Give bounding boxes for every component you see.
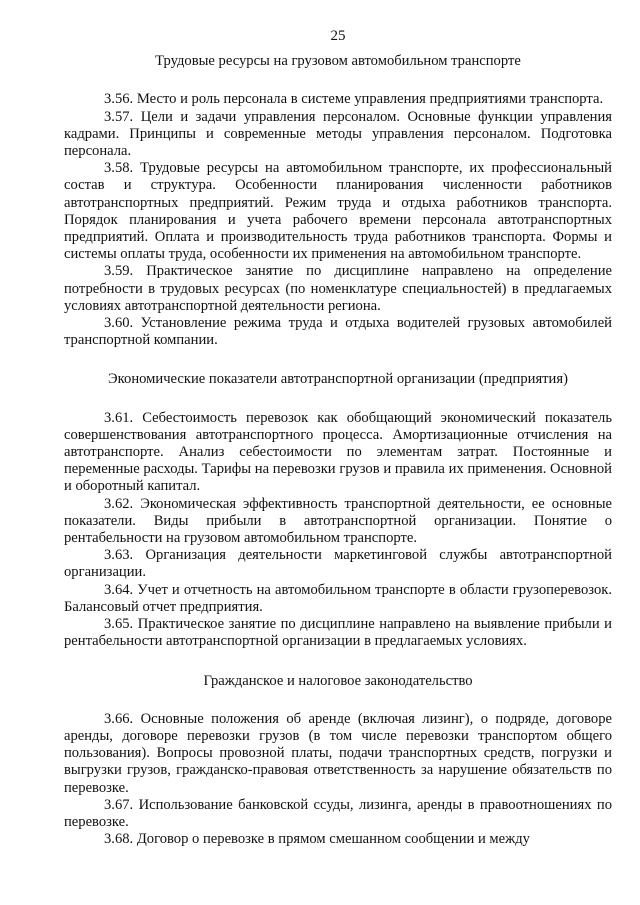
paragraph-number: 3.65. <box>104 616 134 633</box>
paragraph-3-64 <box>64 582 612 616</box>
paragraph-number: 3.56. <box>104 91 134 108</box>
paragraph-number: 3.67. <box>104 796 134 813</box>
paragraph-text: Организация деятельности маркетинговой службы автотранспортной организации. <box>64 547 612 581</box>
paragraph-number: 3.66. <box>104 710 134 727</box>
section-title-civil-tax-law: Гражданское и налоговое законодательство <box>203 672 473 689</box>
paragraph-number: 3.58. <box>104 160 134 177</box>
paragraph-text: Цели и задачи управления персоналом. Основные функции управления кадрами. Принципы и современные методы управления персоналом. Подготовка персонала. <box>64 108 613 160</box>
paragraph-number: 3.63. <box>104 547 134 564</box>
paragraph-3-61 <box>64 410 612 496</box>
paragraph-text: Учет и отчетность на автомобильном транспорте в области грузоперевозок. Балансовый отчет предприятия. <box>64 581 612 615</box>
page-number: 25 <box>330 28 346 44</box>
paragraph-number: 3.68. <box>104 831 134 848</box>
paragraph-text: Использование банковской ссуды, лизинга, аренды в правоотношениях по перевозке. <box>64 796 612 830</box>
document-page <box>64 28 612 848</box>
paragraph-text: Установление режима труда и отдыха водителей грузовых автомобилей транспортной компании. <box>64 315 612 349</box>
paragraph-number: 3.60. <box>104 315 134 332</box>
paragraph-3-68 <box>64 831 612 848</box>
paragraph-3-63 <box>64 547 612 581</box>
section-title-economic-indicators: Экономические показатели автотранспортной организации (предприятия) <box>108 371 568 388</box>
paragraph-text: Основные положения об аренде (включая лизинг), о подряде, договоре аренды, договоре перевозки грузов (в том числе перевозки транспортом общего пользования). Вопросы провозной платы, подачи транспортных средств, погрузки и выгрузки грузов, гражданско-правовая ответственность за нарушение обязательств по перевозке. <box>64 710 612 796</box>
paragraph-text: Практическое занятие по дисциплине направлено на выявление прибыли и рентабельности автотранспортной организации в предлагаемых условиях. <box>64 616 612 650</box>
paragraph-number: 3.61. <box>104 409 134 426</box>
paragraph-3-67 <box>64 797 612 831</box>
paragraph-text: Экономическая эффективность транспортной деятельности, ее основные показатели. Виды прибыли в автотранспортной организации. Понятие о рентабельности на грузовом автомобильном транспорте. <box>64 495 612 547</box>
paragraph-3-57 <box>64 109 612 161</box>
paragraph-number: 3.57. <box>104 108 134 125</box>
paragraph-text: Практическое занятие по дисциплине направлено на определение потребности в трудовых ресурсах (по номенклатуре специальностей) в предлагаемых условиях автотранспортной деятельности региона. <box>64 263 612 314</box>
paragraph-3-60 <box>64 315 612 349</box>
paragraph-text: Место и роль персонала в системе управления предприятиями транспорта. <box>136 91 604 108</box>
paragraph-3-65 <box>64 616 612 650</box>
paragraph-3-59 <box>64 263 612 315</box>
paragraph-text: Трудовые ресурсы на автомобильном транспорте, их профессиональный состав и структура. Особенности планирования численности работников автотранспортных предприятий. Режим труда и отдыха работников транспорта. Порядок планирования и учета рабочего времени персонала автотранспортных предприятий. Оплата и производительность труда работников транспорта. Формы и системы оплаты труда, особенности их применения на автомобильном транспорте. <box>64 160 612 263</box>
section-title-labor-resources: Трудовые ресурсы на грузовом автомобильном транспорте <box>155 53 521 70</box>
paragraph-text: Договор о перевозке в прямом смешанном сообщении и между <box>136 831 530 848</box>
paragraph-3-56 <box>64 91 612 108</box>
paragraph-number: 3.62. <box>104 495 134 512</box>
paragraph-3-58 <box>64 160 612 263</box>
paragraph-text: Себестоимость перевозок как обобщающий экономический показатель совершенствования автотранспортного процесса. Амортизационные отчисления на автотранспорте. Анализ себестоимости по элементам затрат. Постоянные и переменные расходы. Тарифы на перевозки грузов и правила их применения. Основной и оборотный капитал. <box>64 409 612 495</box>
paragraph-3-66 <box>64 711 612 797</box>
paragraph-number: 3.59. <box>104 263 134 280</box>
paragraph-number: 3.64. <box>104 581 134 598</box>
paragraph-3-62 <box>64 496 612 548</box>
